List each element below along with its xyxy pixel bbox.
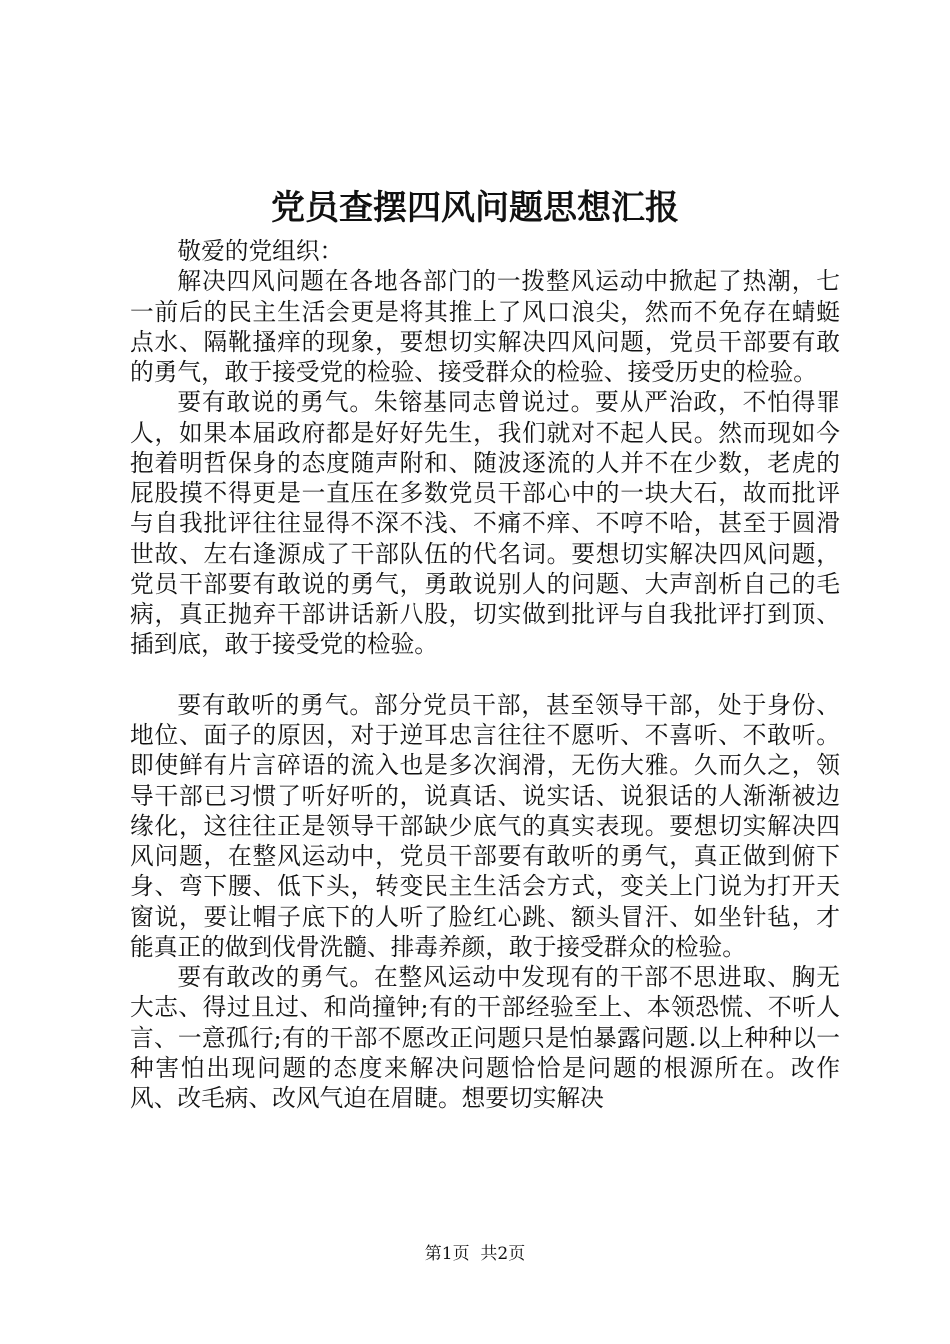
paragraph-spacer bbox=[130, 660, 840, 690]
document-title: 党员查摆四风问题思想汇报 bbox=[271, 188, 679, 228]
paragraph-1: 解决四风问题在各地各部门的一拨整风运动中掀起了热潮，七一前后的民主生活会更是将其推上了风口浪尖，然而不免存在蜻蜓点水、隔靴搔痒的现象，要想切实解决四风问题，党员干部要有敢的勇气，敢于接受党的检验、接受群众的检验、接受历史的检验。 bbox=[130, 267, 840, 386]
paragraph-4: 要有敢改的勇气。在整风运动中发现有的干部不思进取、胸无大志、得过且过、和尚撞钟;有的干部经验至上、本领恐慌、不听人言、一意孤行;有的干部不愿改正问题只是怕暴露问题.以上种种以一种害怕出现问题的态度来解决问题恰恰是问题的根源所在。改作风、改毛病、改风气迫在眉睫。想要切实解决 bbox=[130, 963, 840, 1112]
paragraph-3: 要有敢听的勇气。部分党员干部，甚至领导干部，处于身份、地位、面子的原因，对于逆耳忠言往往不愿听、不喜听、不敢听。即使鲜有片言碎语的流入也是多次润滑，无伤大雅。久而久之，领导干部已习惯了听好听的，说真话、说实话、说狠话的人渐渐被边缘化，这往往正是领导干部缺少底气的真实表现。要想切实解决四风问题，在整风运动中，党员干部要有敢听的勇气，真正做到俯下身、弯下腰、低下头，转变民主生活会方式，变关上门说为打开天窗说，要让帽子底下的人听了脸红心跳、额头冒汗、如坐针毡，才能真正的做到伐骨洗髓、排毒养颜，敢于接受群众的检验。 bbox=[130, 690, 840, 961]
document-body bbox=[130, 236, 840, 1113]
page-number: 第1页 共2页 bbox=[424, 1244, 526, 1264]
page-footer bbox=[0, 1242, 950, 1266]
salutation: 敬爱的党组织： bbox=[177, 237, 344, 265]
paragraph-2: 要有敢说的勇气。朱镕基同志曾说过。要从严治政，不怕得罪人，如果本届政府都是好好先生，我们就对不起人民。然而现如今抱着明哲保身的态度随声附和、随波逐流的人并不在少数，老虎的屁股摸不得更是一直压在多数党员干部心中的一块大石，故而批评与自我批评往往显得不深不浅、不痛不痒、不哼不哈，甚至于圆滑世故、左右逢源成了干部队伍的代名词。要想切实解决四风问题，党员干部要有敢说的勇气，勇敢说别人的问题、大声剖析自己的毛病，真正抛弃干部讲话新八股，切实做到批评与自我批评打到顶、插到底，敢于接受党的检验。 bbox=[130, 388, 840, 659]
